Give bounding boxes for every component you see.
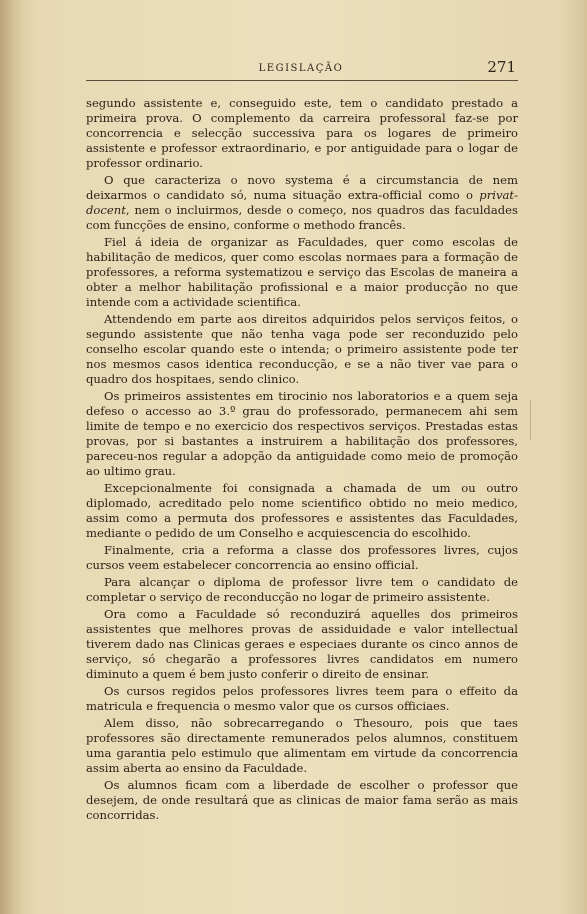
running-title: LEGISLAÇÃO xyxy=(258,63,344,74)
paragraph: Alem disso, não sobrecarregando o Thesouro, pois que taes professores são directamente remunerados pelos alumnos, constituem uma garantia pelo estimulo que alimentam em virtude da concorrencia assim aberta ao ensino da Faculdade. xyxy=(86,716,518,775)
paragraph-text: O que caracteriza o novo systema é a circumstancia de nem deixarmos o candidato só, numa situação extra-official como o xyxy=(86,173,518,202)
header-rule xyxy=(86,80,518,81)
paragraph: Os cursos regidos pelos professores livres teem para o effeito da matricula e frequencia o mesmo valor que os cursos officiaes. xyxy=(86,684,518,713)
paragraph: Finalmente, cria a reforma a classe dos professores livres, cujos cursos veem estabelecer concorrencia ao ensino official. xyxy=(86,543,518,572)
paragraph: Os primeiros assistentes em tirocinio nos laboratorios e a quem seja defeso o accesso ao 3.º grau do professorado, permanecem ahi sem limite de tempo e no exercicio dos respectivos serviços. Prestadas estas provas, por si bastantes a instruirem a habilitação dos professores, pareceu-nos regular a adopção da antiguidade como meio de promoção ao ultimo grau. xyxy=(86,389,518,478)
italic-term: privat-docent xyxy=(86,188,518,217)
page-number: 271 xyxy=(487,58,516,76)
page-gutter xyxy=(0,0,22,914)
paragraph: Os alumnos ficam com a liberdade de escolher o professor que desejem, de onde resultará que as clinicas de maior fama serão as mais concorridas. xyxy=(86,778,518,822)
running-head xyxy=(86,58,516,76)
margin-mark xyxy=(530,400,537,440)
paragraph: Ora como a Faculdade só reconduzirá aquelles dos primeiros assistentes que melhores provas de assiduidade e valor intellectual tiverem dado nas Clinicas geraes e especiaes durante os cinco annos de serviço, só chegarão a professores livres candidatos em numero diminuto a quem é bem justo conferir o direito de ensinar. xyxy=(86,607,518,681)
paragraph: segundo assistente e, conseguido este, tem o candidato prestado a primeira prova. O complemento da carreira professoral faz-se por concorrencia e selecção successiva para os logares de primeiro assistente e professor extraordinario, e por antiguidade para o logar de professor ordinario. xyxy=(86,96,518,170)
paragraph-text: , nem o incluirmos, desde o começo, nos quadros das faculdades com funcções de ensino, conforme o methodo francês. xyxy=(86,203,518,232)
body-text xyxy=(86,96,518,825)
paragraph: Para alcançar o diploma de professor livre tem o candidato de completar o serviço de reconducção no logar de primeiro assistente. xyxy=(86,575,518,604)
paragraph: Excepcionalmente foi consignada a chamada de um ou outro diplomado, acreditado pelo nome scientifico obtido no meio medico, assim como a permuta dos professores e assistentes das Faculdades, mediante o pedido de um Conselho e acquiescencia do escolhido. xyxy=(86,481,518,540)
paragraph xyxy=(86,173,518,233)
paragraph: Fiel á ideia de organizar as Faculdades, quer como escolas de habilitação de medicos, quer como escolas normaes para a formação de professores, a reforma systematizou e serviço das Escolas de maneira a obter a melhor habilitação profissional e a maior producção no que intende com a actividade scientifica. xyxy=(86,235,518,309)
paragraph: Attendendo em parte aos direitos adquiridos pelos serviços feitos, o segundo assistente que não tenha vaga pode ser reconduzido pelo conselho escolar quando este o intenda; o primeiro assistente pode ter nos mesmos casos identica reconducção, e se a não tiver vae para o quadro dos hospitaes, sendo clinico. xyxy=(86,312,518,386)
